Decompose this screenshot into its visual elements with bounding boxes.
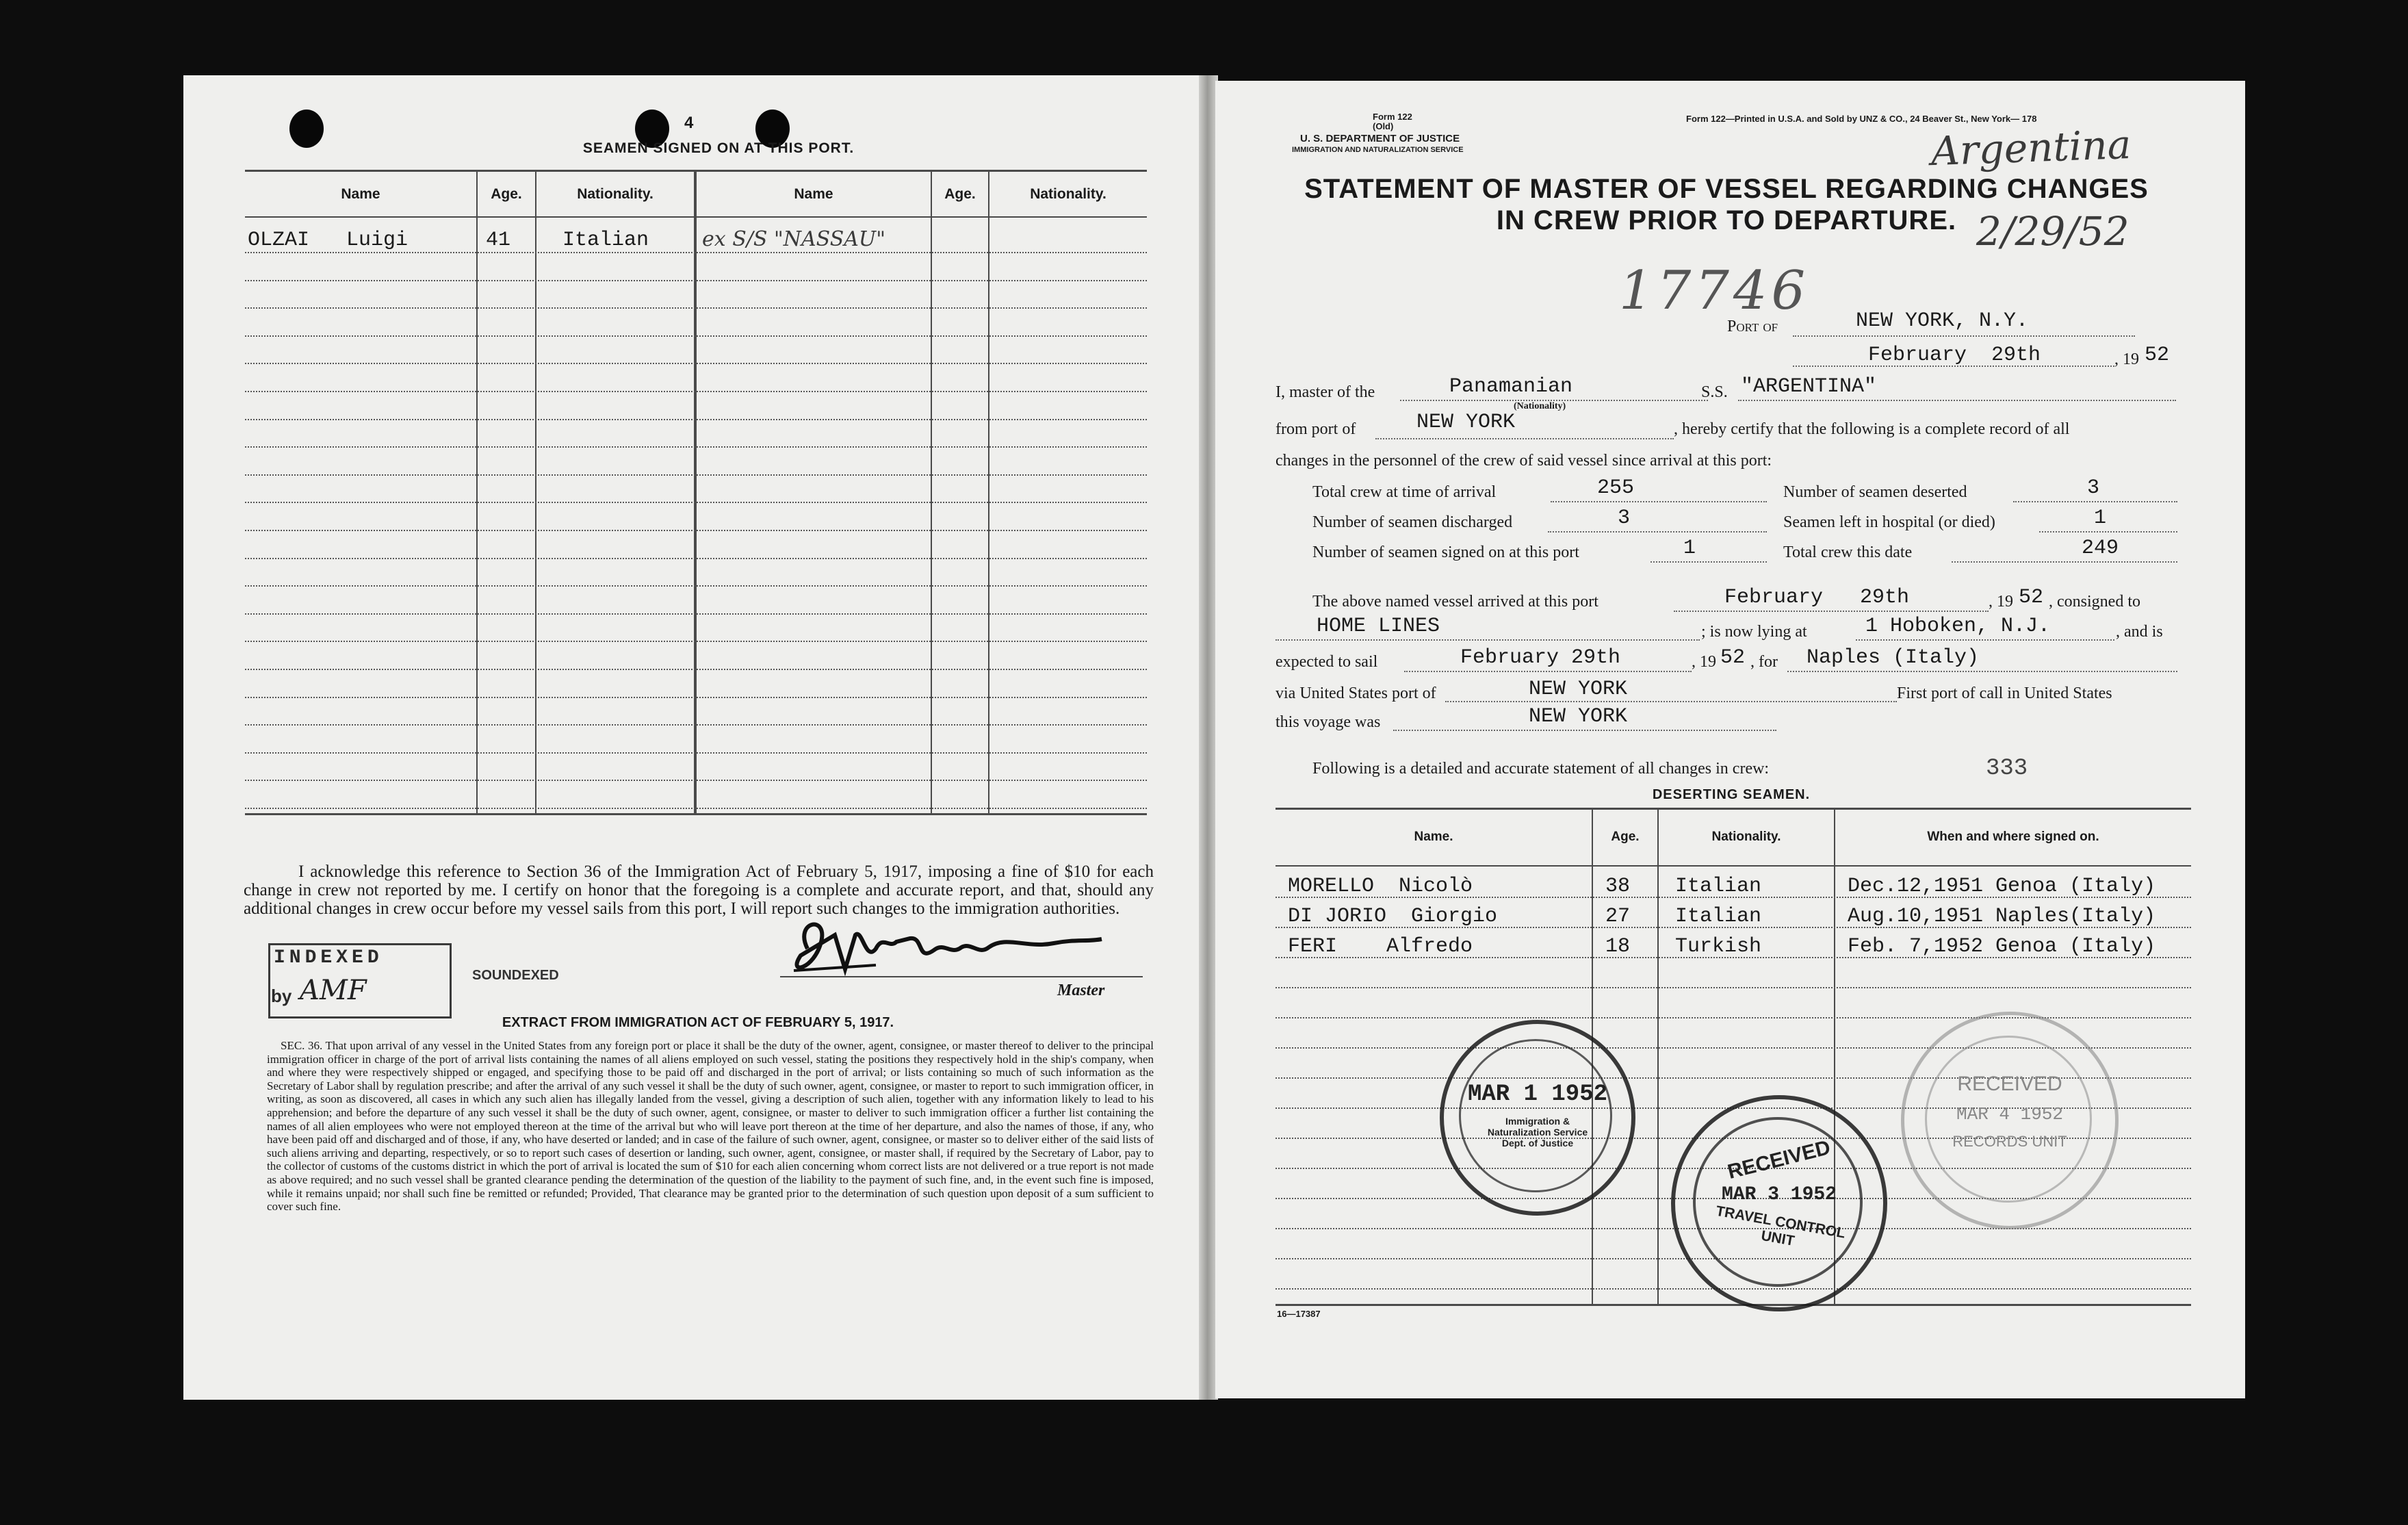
dept-line-1: U. S. DEPARTMENT OF JUSTICE — [1300, 133, 1460, 144]
port-of-label: Port of — [1727, 318, 1778, 335]
for-label: , for — [1750, 653, 1778, 671]
hospital-value: 1 — [2094, 507, 2107, 530]
table-rule — [245, 752, 1147, 754]
hospital-label: Seamen left in hospital (or died) — [1783, 513, 1995, 531]
page-number: 4 — [684, 114, 694, 132]
form-old-label: Form 122 (Old) — [1373, 112, 1412, 131]
port-of-value: NEW YORK, N.Y. — [1856, 309, 2029, 333]
form-title-line-2: IN CREW PRIOR TO DEPARTURE. — [1496, 205, 1957, 235]
consigned-label: , consigned to — [2049, 593, 2140, 611]
travel-control-title: RECEIVED — [1725, 1136, 1833, 1184]
table-rule — [245, 641, 1147, 642]
immigration-stamp-date: MAR 1 1952 — [1467, 1081, 1608, 1107]
handwritten-vessel: Argentina — [1930, 120, 2132, 175]
arrived-date: February 29th — [1724, 586, 1910, 609]
via-value: NEW YORK — [1529, 678, 1628, 701]
arrived-year-prefix: , 19 — [1989, 593, 2013, 611]
col-header-name-2: Name — [794, 186, 833, 202]
year-prefix: , 19 — [2114, 350, 2139, 368]
table-rule — [245, 307, 1147, 309]
table-rule — [1276, 1017, 2191, 1018]
immigration-stamp-text: Immigration & Naturalization Service Dept. of Justice — [1487, 1116, 1588, 1149]
table-rule — [245, 697, 1147, 698]
deserter-name: MORELLO Nicolò — [1288, 875, 1473, 898]
following-label: Following is a detailed and accurate statement of all changes in crew: — [1312, 760, 1770, 778]
expected-year: 52 — [1720, 646, 1746, 669]
expected-year-prefix: , 19 — [1692, 653, 1716, 671]
handwritten-number: 17746 — [1619, 260, 1810, 322]
deserter-signed: Aug.10,1951 Naples(Italy) — [1848, 905, 2156, 928]
soundexed-stamp: SOUNDEXED — [472, 968, 559, 983]
deserter-name: FERI Alfredo — [1288, 935, 1473, 958]
deserter-col-signed: When and where signed on. — [1927, 830, 2099, 844]
total-crew-date-label: Total crew this date — [1783, 543, 1913, 561]
table-rule — [245, 502, 1147, 503]
table-rule — [245, 780, 1147, 781]
table-rule — [245, 558, 1147, 559]
col-header-nationality: Nationality. — [577, 186, 653, 202]
deserter-nationality: Turkish — [1675, 935, 1762, 958]
acknowledgement-text: I acknowledge this reference to Section 36 of the Immigration Act of February 5, 1917, imposing a fine of $10 for each change in crew not reported by me. I certify on honor that the foregoing is a complete and accurate report, and that, should any additional changes in crew occur before my vessel sails from this port, I will report such changes to the immigration authorities. — [244, 862, 1154, 918]
signed-on-value: 1 — [1683, 537, 1696, 560]
travel-control-stamp — [1671, 1095, 1887, 1311]
first-port-label: First port of call in United States — [1897, 684, 2112, 702]
travel-control-date: MAR 3 1952 — [1721, 1184, 1837, 1205]
deserter-col-name: Name. — [1414, 830, 1453, 844]
nationality-value: Panamanian — [1449, 375, 1573, 398]
col-header-name: Name — [341, 186, 380, 202]
handwritten-date: 2/29/52 — [1976, 208, 2129, 255]
arrived-year: 52 — [2019, 586, 2044, 609]
dept-line-2: IMMIGRATION AND NATURALIZATION SERVICE — [1292, 146, 1464, 154]
seaman-name: OLZAI Luigi — [248, 229, 409, 252]
seaman-age: 41 — [486, 229, 511, 252]
indexed-stamp — [268, 943, 449, 1016]
printer-line: Form 122—Printed in U.S.A. and Sold by UNZ & CO., 24 Beaver St., New York— 178 — [1686, 114, 2037, 124]
deserter-age: 38 — [1605, 875, 1631, 898]
seaman-nationality: Italian — [562, 229, 649, 252]
changes-count: 333 — [1986, 756, 2028, 782]
statement-date: February 29th — [1868, 344, 2041, 367]
certify-text: , hereby certify that the following is a complete record of all — [1674, 420, 2070, 438]
signed-on-label: Number of seamen signed on at this port — [1312, 543, 1579, 561]
consignee: HOME LINES — [1317, 615, 1440, 638]
handwritten-note: ex S/S "NASSAU" — [702, 227, 885, 251]
table-rule — [245, 446, 1147, 448]
deserting-title: DESERTING SEAMEN. — [1652, 787, 1811, 802]
expected-label: expected to sail — [1276, 653, 1378, 671]
extract-text: SEC. 36. That upon arrival of any vessel in the United States from any foreign port or place it shall be the duty of the owner, agent, consignee, or master thereof to deliver to the principal immigration officer in charge of the port of arrival lists containing the names of all aliens employed on such vessel, stating the positions they respectively hold in the ship's company, when and where they were respectively shipped or engaged, and specifying those to be paid off and discharged in the port of arrival; or lists containing so much of such information as the Secretary of Labor shall by regulation prescribe; and after the arrival of any such vessel it shall be the duty of such owner, agent, consignee, or master to report to such immigration officer, in writing, as soon as discovered, all cases in which any such alien has illegally landed from the vessel, giving a description of such alien, together with any information likely to lead to his apprehension; and before the departure of any such vessel it shall be the duty of such owner, agent, consignee, or master to deliver to such immigration officer a further list containing the names of all alien employees who were not employed thereon at the time of the arrival but who will leave port thereon at the time of her departure, and also the names of those, if any, who have been paid off and discharged and of those, if any, who have deserted or landed; and in case of the failure of such owner, agent, consignee, or master so to deliver either of the said lists of such aliens arriving and departing, respectively, or so to report such cases of desertion or landing, such owner, agent, consignee, or master shall, if required by the Secretary of Labor, pay to the collector of customs of the customs district in which the port of arrival is located the sum of $10 for each alien concerning whom correct lists are not delivered or a true report is not made as above required; and no such vessel shall be granted clearance pending the determination of the question of the liability to the payment of such fine, and, in the event such fine is imposed, while it remains unpaid; nor shall such fine be remitted or refunded; Provided, That clearance may be granted prior to the determination of such question upon deposit of a sum sufficient to cover such fine. — [267, 1039, 1154, 1214]
deserter-name: DI JORIO Giorgio — [1288, 905, 1498, 928]
records-unit-label: RECORDS UNIT — [1952, 1133, 2067, 1150]
table-rule — [245, 669, 1147, 670]
destination: Naples (Italy) — [1807, 646, 1980, 669]
lying-at-label: ; is now lying at — [1701, 623, 1807, 641]
deserter-signed: Feb. 7,1952 Genoa (Italy) — [1848, 935, 2156, 958]
nationality-caption: (Nationality) — [1514, 401, 1566, 411]
records-unit-stamp — [1901, 1012, 2119, 1229]
extract-title: EXTRACT FROM IMMIGRATION ACT OF FEBRUARY 5, 1917. — [502, 1015, 894, 1030]
records-unit-title: RECEIVED — [1957, 1073, 2062, 1095]
punch-hole — [289, 110, 324, 148]
table-rule — [245, 419, 1147, 420]
table-rule — [245, 585, 1147, 587]
voyage-value: NEW YORK — [1529, 705, 1628, 728]
discharged-label: Number of seamen discharged — [1312, 513, 1513, 531]
form-number: 16—17387 — [1277, 1309, 1321, 1319]
col-header-age-2: Age. — [944, 186, 976, 202]
records-unit-date: MAR 4 1952 — [1956, 1104, 2064, 1125]
table-rule — [245, 530, 1147, 531]
ship-name: "ARGENTINA" — [1741, 375, 1877, 398]
ss-label: S.S. — [1701, 383, 1728, 401]
table-rule — [245, 808, 1147, 809]
deserter-col-age: Age. — [1611, 830, 1640, 844]
voyage-label: this voyage was — [1276, 713, 1381, 731]
deserter-age: 18 — [1605, 935, 1631, 958]
table-rule — [245, 613, 1147, 615]
total-crew-arrival-value: 255 — [1597, 476, 1635, 500]
deserted-value: 3 — [2087, 476, 2100, 500]
table-rule — [245, 252, 1147, 253]
and-is-label: , and is — [2116, 623, 2163, 641]
form-title-line-1: STATEMENT OF MASTER OF VESSEL REGARDING CHANGES — [1304, 174, 2149, 204]
indexed-initials: AMF — [300, 975, 367, 1006]
via-label: via United States port of — [1276, 684, 1436, 702]
col-header-nationality-2: Nationality. — [1030, 186, 1106, 202]
col-header-age: Age. — [491, 186, 522, 202]
table-rule — [245, 363, 1147, 364]
statement-year: 52 — [2145, 344, 2170, 367]
table-rule — [1276, 987, 2191, 988]
table-rule — [245, 280, 1147, 281]
discharged-value: 3 — [1618, 507, 1631, 530]
arrived-label: The above named vessel arrived at this port — [1312, 593, 1598, 611]
deserter-age: 27 — [1605, 905, 1631, 928]
deserted-label: Number of seamen deserted — [1783, 483, 1967, 501]
indexed-by-label: by — [271, 986, 292, 1006]
lying-at-value: 1 Hoboken, N.J. — [1865, 615, 2051, 638]
from-port-label: from port of — [1276, 420, 1356, 438]
deserter-signed: Dec.12,1951 Genoa (Italy) — [1848, 875, 2156, 898]
table-rule — [245, 724, 1147, 726]
table-rule — [245, 474, 1147, 476]
from-port-value: NEW YORK — [1416, 411, 1516, 434]
master-label: Master — [1057, 982, 1105, 999]
deserter-nationality: Italian — [1675, 875, 1762, 898]
immigration-stamp — [1440, 1020, 1635, 1216]
table-rule — [245, 335, 1147, 337]
deserter-nationality: Italian — [1675, 905, 1762, 928]
expected-date: February 29th — [1460, 646, 1621, 669]
section-title: SEAMEN SIGNED ON AT THIS PORT. — [582, 140, 855, 156]
changes-text: changes in the personnel of the crew of said vessel since arrival at this port: — [1276, 452, 1772, 470]
table-rule — [245, 391, 1147, 392]
master-signature — [780, 908, 1109, 990]
deserter-col-nationality: Nationality. — [1711, 830, 1781, 844]
total-crew-arrival-label: Total crew at time of arrival — [1312, 483, 1497, 501]
travel-control-unit: TRAVEL CONTROL UNIT — [1714, 1203, 1847, 1249]
total-crew-date-value: 249 — [2082, 537, 2119, 560]
master-of-label: I, master of the — [1276, 383, 1375, 401]
indexed-label: INDEXED — [274, 947, 383, 969]
